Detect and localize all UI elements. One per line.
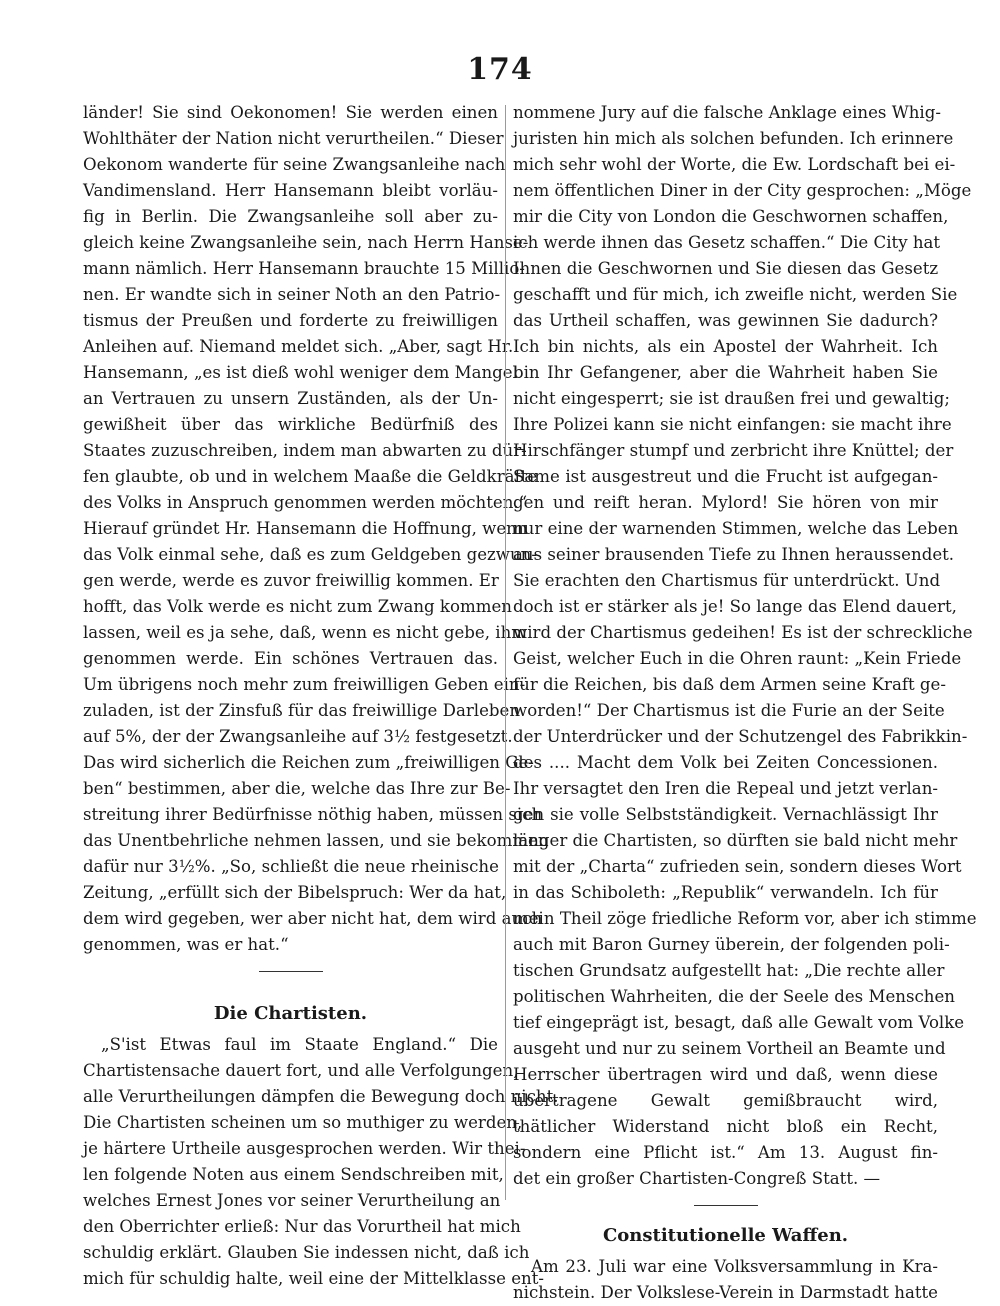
text-line: juristen hin mich als solchen befunden. Ich erinnere [513,129,954,148]
text-line: Ihre Polizei kann sie nicht einfangen: sie macht ihre [513,415,952,434]
text-line: Oekonom wanderte für seine Zwangsanleihe nach [83,155,506,174]
text-line: nichstein. Der Volkslese-Verein in Darmstadt hatte [513,1283,938,1302]
text-line: fig in Berlin. Die Zwangsanleihe soll aber zu- [83,207,498,226]
text-line: wird der Chartismus gedeihen! Es ist der schreckliche [513,623,973,642]
text-line: Anleihen auf. Niemand meldet sich. „Aber, sagt Hr. [83,337,514,356]
text-line: nen. Er wandte sich in seiner Noth an den Patrio- [83,285,501,304]
text-line: Herrscher übertragen wird und daß, wenn diese [513,1065,938,1084]
text-line: lassen, weil es ja sehe, daß, wenn es nicht gebe, ihm [83,623,528,642]
text-line: der Unterdrücker und der Schutzengel des Fabrikkin- [513,727,968,746]
text-line: mich sehr wohl der Worte, die Ew. Lordschaft bei ei- [513,155,956,174]
text-line: mich für schuldig halte, weil eine der Mittelklasse ent- [83,1269,544,1288]
text-line: für die Reichen, bis daß dem Armen seine Kraft ge- [513,675,946,694]
section-divider-rule [513,1192,938,1218]
text-line: genommen, was er hat.“ [83,935,289,954]
text-line: Die Chartisten scheinen um so muthiger zu werden, [83,1113,523,1132]
text-line: Am 23. Juli war eine Volksversammlung in Kra- [531,1257,938,1276]
text-line: an Vertrauen zu unsern Zuständen, als der Un- [83,389,498,408]
text-line: alle Verurtheilungen dämpfen die Bewegung doch nicht. [83,1087,559,1106]
text-line: politischen Wahrheiten, die der Seele des Menschen [513,987,955,1006]
text-line: nur eine der warnenden Stimmen, welche das Leben [513,519,959,538]
text-line: thätlicher Widerstand nicht bloß ein Recht, [513,1117,938,1136]
text-line: Zeitung, „erfüllt sich der Bibelspruch: Wer da hat, [83,883,507,902]
text-line: doch ist er stärker als je! So lange das Elend dauert, [513,597,957,616]
section-divider-rule [83,958,498,984]
text-line: dafür nur 3½%. „So, schließt die neue rheinische [83,857,499,876]
text-line: das Unentbehrliche nehmen lassen, und sie bekommen [83,831,549,850]
text-line: das Urtheil schaffen, was gewinnen Sie dadurch? [513,311,938,330]
text-line: zuladen, ist der Zinsfuß für das freiwillige Darleben [83,701,521,720]
text-line: streitung ihrer Bedürfnisse nöthig haben, müssen sich [83,805,543,824]
text-line: Hirschfänger stumpf und zerbricht ihre Knüttel; der [513,441,954,460]
text-line: genommen werde. Ein schönes Vertrauen das. [83,649,498,668]
text-line: hofft, das Volk werde es nicht zum Zwang kommen [83,597,512,616]
text-line: schuldig erklärt. Glauben Sie indessen nicht, daß ich [83,1243,530,1262]
text-line: mann nämlich. Herr Hansemann brauchte 15 Millio- [83,259,525,278]
left-column-body [83,100,549,958]
text-line: gewißheit über das wirkliche Bedürfniß des [83,415,498,434]
text-line: Vandimensland. Herr Hansemann bleibt vorläu- [83,181,498,200]
text-line: Ihr versagtet den Iren die Repeal und jetzt verlan- [513,779,938,798]
section-heading-chartisten: Die Chartisten. [213,1003,368,1024]
text-line: bin Ihr Gefangener, aber die Wahrheit haben Sie [513,363,938,382]
text-line: gen und reift heran. Mylord! Sie hören von mir [513,493,938,512]
text-line: aus seiner brausenden Tiefe zu Ihnen heraussendet. [513,545,955,564]
text-line: tief eingeprägt ist, besagt, daß alle Gewalt vom Volke [513,1013,965,1032]
text-line: nommene Jury auf die falsche Anklage eines Whig- [513,103,941,122]
text-line: „S'ist Etwas faul im Staate England.“ Die [101,1035,498,1054]
column-divider [505,105,506,1200]
text-line: Wohlthäter der Nation nicht verurtheilen.“ Dieser [83,129,504,148]
text-line: Same ist ausgestreut und die Frucht ist aufgegan- [513,467,938,486]
text-line: des Volks in Anspruch genommen werden möchten.“ [83,493,528,512]
text-line: länger die Chartisten, so dürften sie bald nicht mehr [513,831,958,850]
text-line: Sie erachten den Chartismus für unterdrückt. Und [513,571,941,590]
text-line: mir die City von London die Geschwornen schaffen, [513,207,949,226]
text-line: welches Ernest Jones vor seiner Verurtheilung an [83,1191,501,1210]
right-column-body-waffen [513,1254,938,1306]
text-line: mein Theil zöge friedliche Reform vor, aber ich stimme [513,909,977,928]
right-column [513,100,977,1306]
text-line: Das wird sicherlich die Reichen zum „freiwilligen Ge- [83,753,534,772]
left-column [83,100,559,1292]
text-line: Geist, welcher Euch in die Ohren raunt: „Kein Friede [513,649,962,668]
text-line: auch mit Baron Gurney überein, der folgenden poli- [513,935,950,954]
text-line: gen sie volle Selbstständigkeit. Vernachlässigt Ihr [513,805,938,824]
text-line: gen werde, werde es zuvor freiwillig kommen. Er [83,571,499,590]
text-line: übertragene Gewalt gemißbraucht wird, [513,1091,938,1110]
text-line: worden!“ Der Chartismus ist die Furie an der Seite [513,701,945,720]
text-line: in das Schiboleth: „Republik“ verwandeln. Ich für [513,883,938,902]
right-column-body [513,100,977,1192]
section-heading-waffen: Constitutionelle Waffen. [602,1225,849,1246]
text-line: len folgende Noten aus einem Sendschreiben mit, [83,1165,504,1184]
text-line: mit der „Charta“ zufrieden sein, sondern dieses Wort [513,857,962,876]
text-line: je härtere Urtheile ausgesprochen werden. Wir thei- [83,1139,526,1158]
text-line: fen glaubte, ob und in welchem Maaße die Geldkräfte [83,467,538,486]
text-line: det ein großer Chartisten-Congreß Statt. — [513,1169,881,1188]
text-line: des .... Macht dem Volk bei Zeiten Concessionen. [513,753,938,772]
text-line: Hierauf gründet Hr. Hansemann die Hoffnung, wenn [83,519,528,538]
text-line: den Oberrichter erließ: Nur das Vorurtheil hat mich [83,1217,521,1236]
text-line: geschafft und für mich, ich zweifle nicht, werden Sie [513,285,958,304]
text-line: ben“ bestimmen, aber die, welche das Ihre zur Be- [83,779,511,798]
page-number: 174 [467,52,533,87]
left-column-body-chartisten [83,1032,559,1292]
text-line: auf 5%, der der Zwangsanleihe auf 3½ festgesetzt. [83,727,513,746]
text-line: Hansemann, „es ist dieß wohl weniger dem Mangel [83,363,518,382]
text-line: nem öffentlichen Diner in der City gesprochen: „Möge [513,181,972,200]
text-line: Staates zuzuschreiben, indem man abwarten zu dür- [83,441,527,460]
text-line: Ihnen die Geschwornen und Sie diesen das Gesetz [513,259,939,278]
text-line: Chartistensache dauert fort, und alle Verfolgungen, [83,1061,519,1080]
text-line: Um übrigens noch mehr zum freiwilligen Geben ein- [83,675,526,694]
text-line: das Volk einmal sehe, daß es zum Geldgeben gezwun- [83,545,537,564]
text-line: länder! Sie sind Oekonomen! Sie werden einen [83,103,498,122]
text-line: tischen Grundsatz aufgestellt hat: „Die rechte aller [513,961,945,980]
text-line: sondern eine Pflicht ist.“ Am 13. August fin- [513,1143,938,1162]
text-line: Ich bin nichts, als ein Apostel der Wahrheit. Ich [513,337,938,356]
text-line: dem wird gegeben, wer aber nicht hat, dem wird auch [83,909,543,928]
text-line: ich werde ihnen das Gesetz schaffen.“ Die City hat [513,233,941,252]
text-line: ausgeht und nur zu seinem Vortheil an Beamte und [513,1039,946,1058]
text-line: tismus der Preußen und forderte zu freiwilligen [83,311,498,330]
text-line: nicht eingesperrt; sie ist draußen frei und gewaltig; [513,389,950,408]
text-line: gleich keine Zwangsanleihe sein, nach Herrn Hanse- [83,233,529,252]
